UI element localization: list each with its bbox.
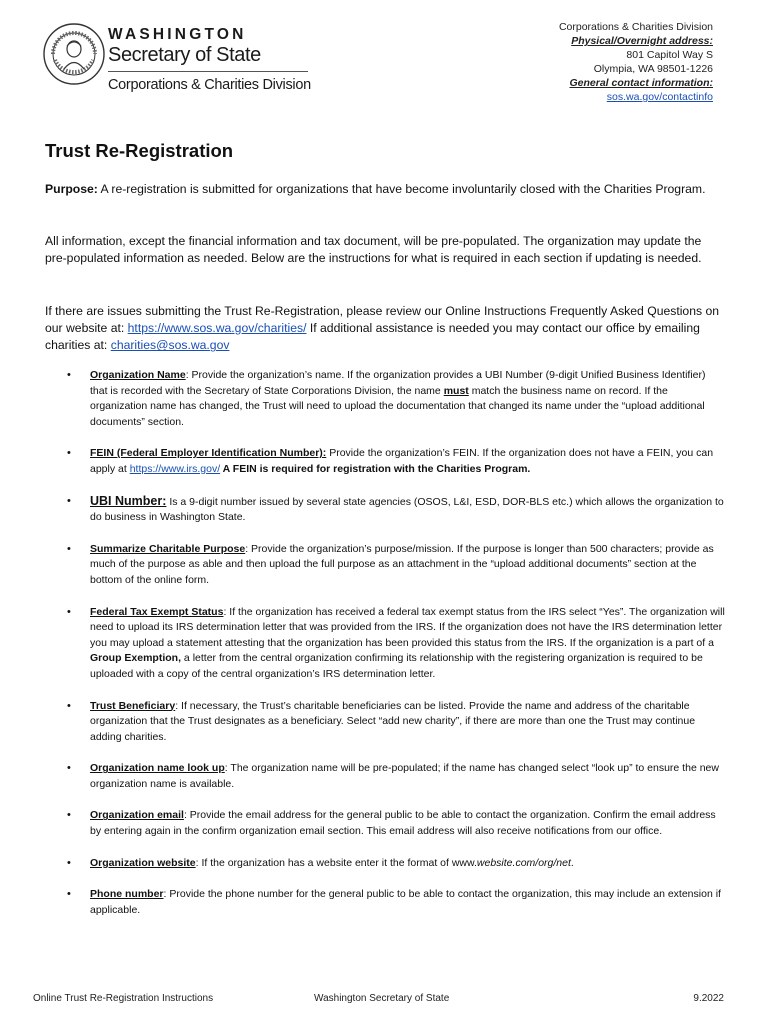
info-paragraph: All information, except the financial information and tax document, will be pre-populated. The organization may update the pre-populated information as needed. Below are the instructions for what is required in each section if updating is needed.: [45, 234, 702, 266]
purpose-paragraph: [45, 181, 725, 198]
item-text-b: .: [570, 856, 574, 869]
bullet-icon: •: [67, 605, 71, 618]
contact-info-link[interactable]: sos.wa.gov/contactinfo: [606, 91, 713, 103]
agency-logo: [108, 26, 311, 93]
item-label: Trust Beneficiary: [90, 699, 176, 712]
item-text: : Provide the organization’s name. If the organization provides a UBI Number (9-digit Unified Business Identifier) that is recorded with the Secretary of State Corporations Division, the name: [90, 369, 706, 397]
item-label: Organization email: [90, 809, 184, 822]
item-text: Provide the organization’s FEIN. If the organization does not have a FEIN, you can apply at: [90, 447, 714, 475]
list-item-tax-exempt-status: [45, 605, 725, 683]
physical-address-label: Physical/Overnight address:: [571, 35, 713, 47]
item-text: Is a 9-digit number issued by several state agencies (OSOS, L&I, ESD, DOR-BLS etc.) which allows the organization to do business in Washington State.: [90, 495, 724, 524]
list-item-phone-number: [45, 887, 725, 918]
list-item-charitable-purpose: [45, 542, 725, 589]
bullet-icon: •: [67, 809, 71, 822]
purpose-text: A re-registration is submitted for organizations that have become involuntarily closed with the Charities Program.: [97, 182, 706, 196]
general-contact-label: General contact information:: [569, 77, 713, 89]
city-address: Olympia, WA 98501-1226: [593, 63, 713, 75]
issues-paragraph: [45, 303, 725, 355]
contact-block: [559, 20, 713, 104]
item-bold-mid: Group Exemption,: [90, 652, 182, 665]
bullet-icon: •: [67, 494, 71, 507]
item-label: Organization website: [90, 856, 196, 869]
bullet-icon: •: [67, 447, 71, 460]
item-label: FEIN (Federal Employer Identification Number):: [90, 447, 327, 460]
state-seal-icon: [42, 22, 106, 86]
bullet-icon: •: [67, 369, 71, 381]
charities-website-link[interactable]: https://www.sos.wa.gov/charities/: [127, 321, 307, 336]
list-item-ubi-number: [45, 494, 725, 526]
item-label: Organization name look up: [90, 762, 225, 775]
footer-right: 9.2022: [693, 993, 724, 1004]
list-item-name-lookup: [45, 761, 725, 792]
contact-division: Corporations & Charities Division: [558, 21, 713, 33]
list-item-organization-website: [45, 856, 725, 872]
issues-text-2: If additional assistance is needed you may contact our office by emailing charities at:: [45, 321, 700, 353]
list-item-organization-email: [45, 808, 725, 839]
purpose-label: Purpose:: [45, 182, 98, 196]
item-label: Federal Tax Exempt Status: [90, 605, 224, 618]
footer-left: Online Trust Re-Registration Instructions: [33, 993, 214, 1004]
list-item-fein: [45, 446, 725, 477]
bullet-icon: •: [67, 856, 71, 869]
item-bold-tail: A FEIN is required for registration with the Charities Program.: [220, 462, 531, 475]
item-label: Organization Name: [90, 369, 186, 381]
bullet-icon: •: [67, 542, 71, 555]
item-text: : Provide the email address for the general public to be able to contact the organization. Confirm the email address by entering again in the confirm organization email section. This email address will also receive notifications from our office.: [90, 809, 716, 838]
item-label: UBI Number:: [90, 493, 167, 508]
item-text: : If the organization has received a federal tax exempt status from the IRS select “Yes”. The organization will need to upload its IRS determination letter that was provided from the IRS. If the organization does not have the IRS determination letter you may upload a statement attesting that the organization has been provided this status from the IRS. If the organization is a part of a: [90, 605, 725, 649]
bullet-icon: •: [67, 699, 71, 712]
item-text: : If necessary, the Trust’s charitable beneficiaries can be listed. Provide the name and address of the charitable organization that the Trust designates as a beneficiary. Select “add new charity”, if there are more than one the Trust may continue adding charities.: [90, 699, 696, 743]
page-title: Trust Re-Registration: [45, 140, 234, 161]
item-text-b: a letter from the central organization confirming its relationship with the registering organization is required to be uploaded with a copy of the central organization’s IRS determination letter.: [90, 652, 703, 680]
item-text: : Provide the organization’s purpose/mission. If the purpose is longer than 500 characters; provide as much of the purpose as able and then upload the full purpose as an attachment in the “upload additional documents” section at the bottom of the online form.: [90, 542, 714, 586]
instruction-list: [45, 368, 725, 934]
bullet-icon: •: [67, 762, 71, 775]
item-text: : The organization name will be pre-populated; if the name has changed select “look up” to ensure the new organization name is available.: [90, 762, 719, 790]
item-label: Summarize Charitable Purpose: [90, 542, 246, 555]
item-emphasis: must: [443, 384, 469, 397]
list-item-trust-beneficiary: [45, 699, 725, 746]
street-address: 801 Capitol Way S: [626, 49, 713, 61]
footer-center: Washington Secretary of State: [314, 993, 450, 1004]
charities-email-link[interactable]: charities@sos.wa.gov: [110, 338, 230, 353]
issues-text-1: If there are issues submitting the Trust Re-Registration, please review our Online Instructions Frequently Asked Questions on our website at:: [45, 304, 720, 336]
logo-division: Corporations & Charities Division: [108, 77, 311, 93]
list-item-organization-name: [45, 368, 725, 430]
irs-link[interactable]: https://www.irs.gov/: [129, 462, 221, 475]
logo-secretary-of-state: Secretary of State: [108, 44, 261, 66]
bullet-icon: •: [67, 888, 71, 901]
logo-divider: [108, 71, 308, 72]
logo-washington: WASHINGTON: [108, 26, 247, 43]
item-italic: website.com/org/net: [476, 856, 571, 869]
item-text: : If the organization has a website enter it the format of www.: [195, 856, 477, 869]
item-text-b: match the business name on record. If the organization name has changed, the Trust will need to upload the documentation that changed its name under the “upload additional documents” section.: [90, 384, 705, 428]
item-text: : Provide the phone number for the general public to be able to contact the organization, this may include an extension if applicable.: [90, 888, 721, 916]
item-label: Phone number: [90, 888, 164, 901]
